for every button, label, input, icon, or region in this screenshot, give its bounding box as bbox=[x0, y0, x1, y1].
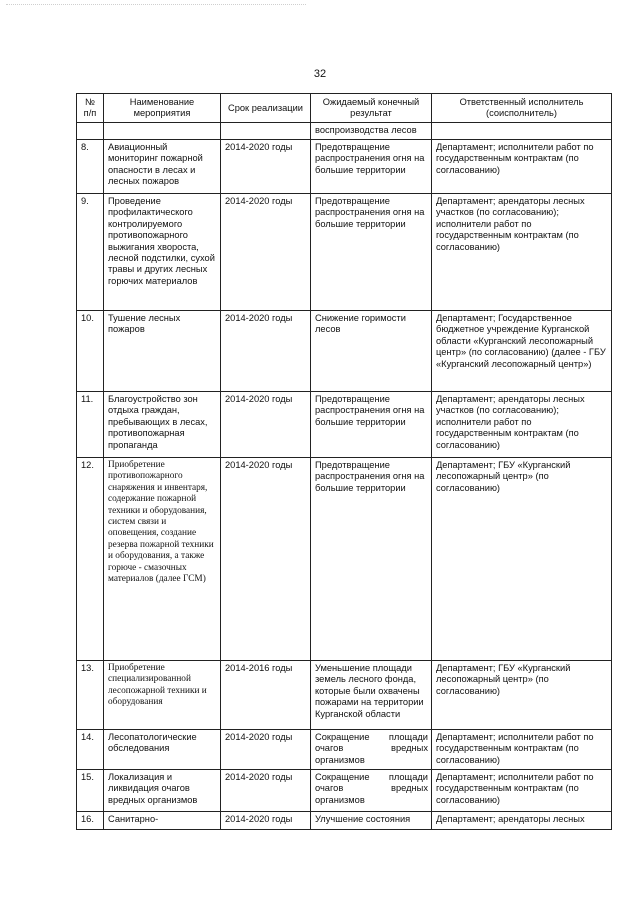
header-responsible: Ответственный исполнитель (соисполнитель) bbox=[432, 94, 612, 123]
cell-responsible: Департамент; арендаторы лесных участков (по согласованию); исполнители работ по государственным контрактам (по согласованию) bbox=[432, 194, 612, 311]
table-row bbox=[77, 661, 612, 730]
header-name: Наименование мероприятия bbox=[104, 94, 221, 123]
cell-responsible: Департамент; исполнители работ по государственным контрактам (по согласованию) bbox=[432, 140, 612, 194]
cell-result: Сокращение площади очагов вредных организмов bbox=[311, 770, 432, 812]
cell-number: 15. bbox=[77, 770, 104, 812]
cell-term: 2014-2016 годы bbox=[221, 661, 311, 730]
cell-number: 14. bbox=[77, 730, 104, 770]
cell-number: 10. bbox=[77, 311, 104, 392]
cell-responsible: Департамент; Государственное бюджетное учреждение Курганской области «Курганский лесопожарный центр» (по согласованию) (далее - ГБУ «Курганский лесопожарный центр») bbox=[432, 311, 612, 392]
cell-term: 2014-2020 годы bbox=[221, 392, 311, 458]
cell-name: Приобретение специализированной лесопожарной техники и оборудования bbox=[104, 661, 221, 730]
table-row bbox=[77, 458, 612, 661]
table-row bbox=[77, 730, 612, 770]
cell-result: Предотвращение распространения огня на большие территории bbox=[311, 140, 432, 194]
cell-number: 12. bbox=[77, 458, 104, 661]
cell-result: Предотвращение распространения огня на большие территории bbox=[311, 392, 432, 458]
cell-number: 11. bbox=[77, 392, 104, 458]
table-row bbox=[77, 392, 612, 458]
cell-name: Благоустройство зон отдыха граждан, пребывающих в лесах, противопожарная пропаганда bbox=[104, 392, 221, 458]
cell-responsible: Департамент; ГБУ «Курганский лесопожарный центр» (по согласованию) bbox=[432, 458, 612, 661]
cell-number: 13. bbox=[77, 661, 104, 730]
cell-name: Санитарно- bbox=[104, 812, 221, 830]
cell-result: Снижение горимости лесов bbox=[311, 311, 432, 392]
cell-result: Предотвращение распространения огня на большие территории bbox=[311, 194, 432, 311]
table-row bbox=[77, 311, 612, 392]
cell-term: 2014-2020 годы bbox=[221, 458, 311, 661]
cell-responsible: Департамент; арендаторы лесных участков (по согласованию); исполнители работ по государственным контрактам (по согласованию) bbox=[432, 392, 612, 458]
page-number: 32 bbox=[313, 68, 327, 80]
cell-term: 2014-2020 годы bbox=[221, 194, 311, 311]
cell-responsible: Департамент; исполнители работ по государственным контрактам (по согласованию) bbox=[432, 770, 612, 812]
cell-number: 16. bbox=[77, 812, 104, 830]
header-term: Срок реализации bbox=[221, 94, 311, 123]
cell-responsible: Департамент; арендаторы лесных bbox=[432, 812, 612, 830]
table-row bbox=[77, 194, 612, 311]
header-number: № п/п bbox=[77, 94, 104, 123]
cell-result: воспроизводства лесов bbox=[311, 123, 432, 140]
cell-number: 9. bbox=[77, 194, 104, 311]
table-row bbox=[77, 812, 612, 830]
cell-term: 2014-2020 годы bbox=[221, 311, 311, 392]
cell-name: Проведение профилактического контролируемого противопожарного выжигания хвороста, лесной подстилки, сухой травы и других лесных горючих материалов bbox=[104, 194, 221, 311]
cell-term: 2014-2020 годы bbox=[221, 730, 311, 770]
cell-term bbox=[221, 123, 311, 140]
cell-name: Лесопатологические обследования bbox=[104, 730, 221, 770]
cell-name: Приобретение противопожарного снаряжения и инвентаря, содержание пожарной техники и оборудования, систем связи и оповещения, создание резерва пожарной техники и оборудования, а также горюче - смазочных материалов (далее ГСМ) bbox=[104, 458, 221, 661]
table-header-row bbox=[77, 94, 612, 123]
cell-number bbox=[77, 123, 104, 140]
measures-table bbox=[76, 93, 612, 830]
cell-responsible: Департамент; исполнители работ по государственным контрактам (по согласованию) bbox=[432, 730, 612, 770]
cell-responsible bbox=[432, 123, 612, 140]
cell-result: Уменьшение площади земель лесного фонда, которые были охвачены пожарами на территории Курганской области bbox=[311, 661, 432, 730]
cell-result: Предотвращение распространения огня на большие территории bbox=[311, 458, 432, 661]
cell-term: 2014-2020 годы bbox=[221, 812, 311, 830]
cell-name: Авиационный мониторинг пожарной опасности в лесах и лесных пожаров bbox=[104, 140, 221, 194]
cell-number: 8. bbox=[77, 140, 104, 194]
cell-name: Тушение лесных пожаров bbox=[104, 311, 221, 392]
header-result: Ожидаемый конечный результат bbox=[311, 94, 432, 123]
scan-artifact bbox=[6, 4, 306, 7]
cell-term: 2014-2020 годы bbox=[221, 140, 311, 194]
cell-term: 2014-2020 годы bbox=[221, 770, 311, 812]
cell-name: Локализация и ликвидация очагов вредных организмов bbox=[104, 770, 221, 812]
table-row bbox=[77, 140, 612, 194]
cell-result: Сокращение площади очагов вредных организмов bbox=[311, 730, 432, 770]
table-row bbox=[77, 123, 612, 140]
cell-responsible: Департамент; ГБУ «Курганский лесопожарный центр» (по согласованию) bbox=[432, 661, 612, 730]
cell-result: Улучшение состояния bbox=[311, 812, 432, 830]
table-row bbox=[77, 770, 612, 812]
cell-name bbox=[104, 123, 221, 140]
